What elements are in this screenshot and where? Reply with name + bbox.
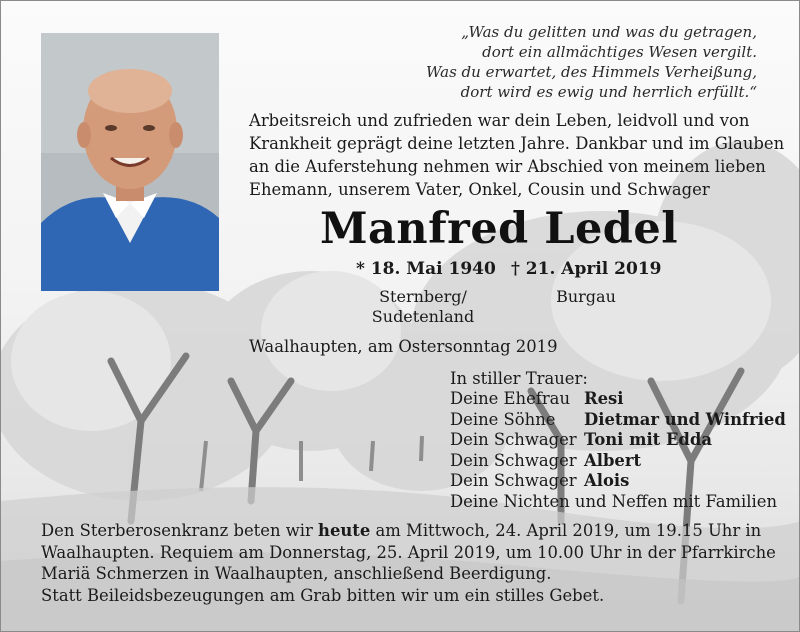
- quote-line: dort wird es ewig und herrlich erfüllt.“: [460, 83, 757, 101]
- service-text: Den Sterberosenkranz beten wir: [41, 521, 319, 540]
- mourner-names: Alois: [584, 471, 630, 490]
- birth-place: [369, 287, 477, 327]
- mourners-footer: Deine Nichten und Neffen mit Familien: [450, 491, 778, 511]
- service-info: [41, 520, 781, 606]
- service-line: Statt Beileidsbezeugungen am Grab bitten wir um ein stilles Gebet.: [41, 585, 605, 605]
- service-text: am Mittwoch, 24. April 2019, um 19.15 Uhr in: [370, 521, 762, 540]
- portrait-photo: [41, 33, 219, 291]
- service-line: Mariä Schmerzen in Waalhaupten, anschließend Beerdigung.: [41, 564, 552, 583]
- mourners-label: In stiller Trauer:: [450, 369, 588, 388]
- mourner-row: [450, 430, 777, 451]
- intro-line: Krankheit geprägt deine letzten Jahre. Dankbar und im Glauben: [249, 134, 785, 153]
- deceased-name: Manfred Ledel: [319, 204, 679, 254]
- death-place: Burgau: [556, 287, 616, 306]
- death-date: † 21. April 2019: [511, 259, 662, 279]
- mourner-row: [450, 409, 786, 431]
- service-line: [41, 520, 781, 542]
- poem-quote: [337, 22, 757, 102]
- mourner-relation: Dein Schwager: [450, 471, 577, 490]
- intro-line: Ehemann, unserem Vater, Onkel, Cousin und Schwager: [249, 180, 710, 199]
- service-line: Waalhaupten. Requiem am Donnerstag, 25. April 2019, um 10.00 Uhr in der Pfarrkirche: [41, 542, 776, 562]
- mourner-relation: Deine Söhne: [450, 409, 556, 429]
- intro-text: [249, 109, 785, 201]
- location-date: Waalhaupten, am Ostersonntag 2019: [249, 337, 558, 356]
- mourner-row: [450, 389, 777, 410]
- mourner-relation: Dein Schwager: [450, 430, 577, 449]
- mourner-names: Dietmar und Winfried: [584, 409, 786, 429]
- quote-line: Was du erwartet, des Himmels Verheißung,: [426, 63, 757, 81]
- quote-line: dort ein allmächtiges Wesen vergilt.: [482, 43, 757, 61]
- mourner-row: [450, 451, 777, 472]
- birth-place-line: Sternberg/: [379, 287, 467, 306]
- birth-date: * 18. Mai 1940: [356, 259, 496, 279]
- mourner-names: Toni mit Edda: [584, 430, 712, 449]
- intro-line: an die Auferstehung nehmen wir Abschied von meinem lieben: [249, 157, 766, 176]
- quote-line: „Was du gelitten und was du getragen,: [461, 23, 757, 41]
- birth-place-line: Sudetenland: [371, 307, 475, 326]
- mourner-row: [450, 471, 777, 492]
- mourners-list: [450, 389, 786, 512]
- service-emphasis: heute: [318, 521, 371, 540]
- mourner-names: Albert: [584, 450, 642, 470]
- mourner-relation: Deine Ehefrau: [450, 389, 571, 408]
- mourner-names: Resi: [584, 389, 624, 408]
- intro-line: Arbeitsreich und zufrieden war dein Leben, leidvoll und von: [249, 111, 750, 130]
- mourner-relation: Dein Schwager: [450, 450, 577, 470]
